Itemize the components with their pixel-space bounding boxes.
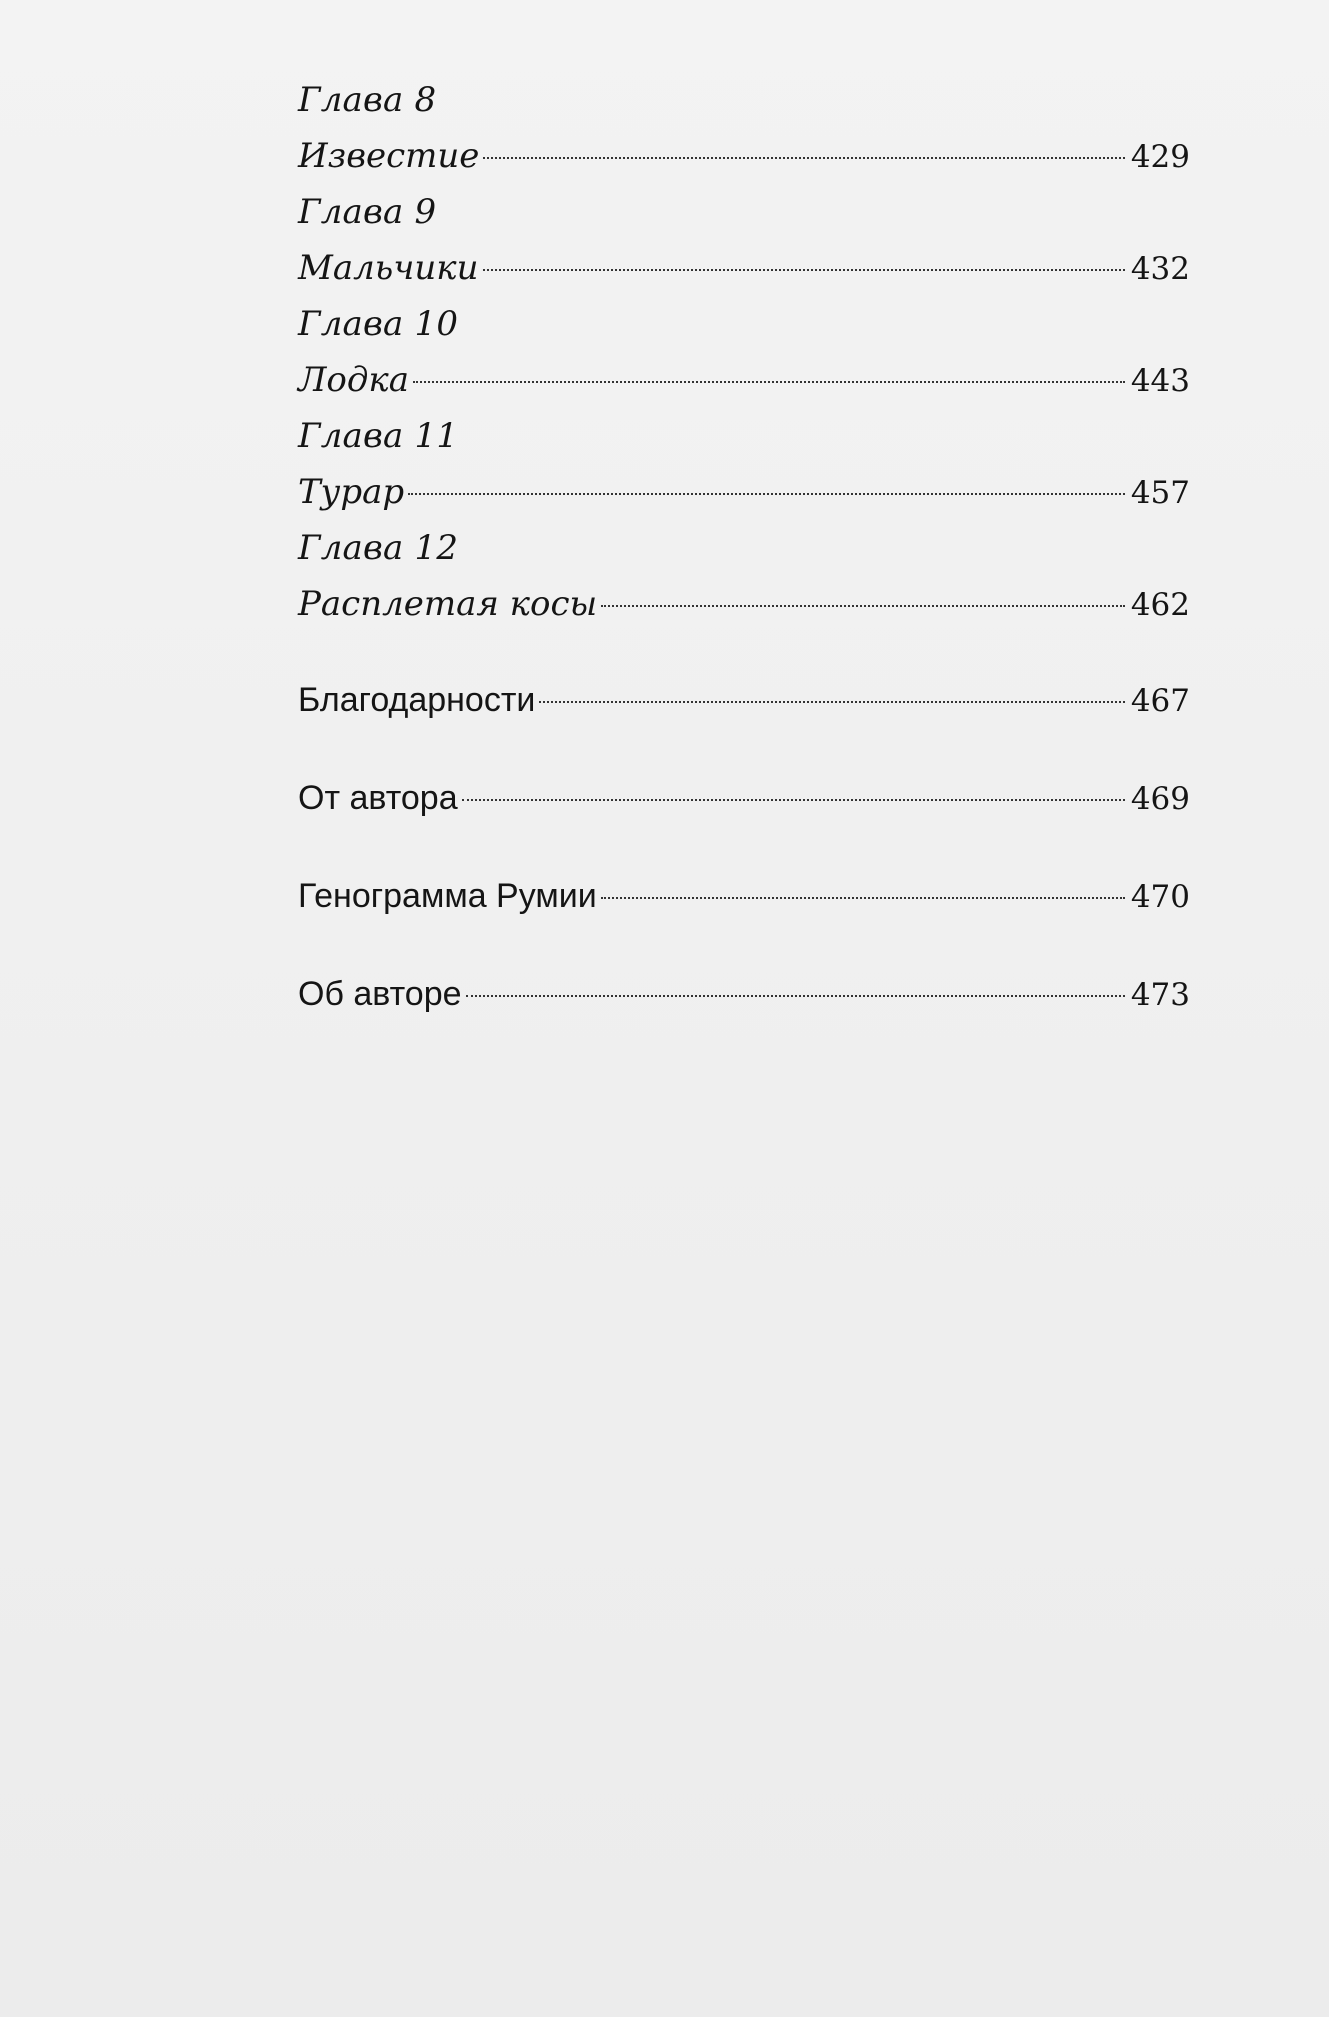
- chapter-title: Лодка: [298, 360, 409, 400]
- toc-section-entry: [298, 966, 1190, 1022]
- dot-leader: [601, 605, 1125, 607]
- dot-leader: [483, 157, 1124, 159]
- dot-leader: [601, 897, 1125, 899]
- page-number: 467: [1130, 683, 1190, 719]
- chapter-title: Известие: [298, 136, 480, 176]
- section-title: От автора: [298, 779, 458, 817]
- toc-row: [298, 352, 1190, 408]
- dot-leader: [483, 269, 1125, 271]
- page-number: 429: [1130, 139, 1190, 175]
- page-number: 462: [1130, 587, 1190, 623]
- toc-section-entry: [298, 770, 1190, 826]
- chapter-label: Глава 11: [298, 416, 459, 456]
- toc-row: [298, 464, 1190, 520]
- chapter-label: Глава 9: [298, 192, 437, 232]
- toc-row: [298, 240, 1190, 296]
- toc-chapter-entry: [298, 184, 1190, 296]
- toc-chapter-entry: [298, 408, 1190, 520]
- chapter-label: Глава 8: [298, 80, 437, 120]
- toc-section-entry: [298, 672, 1190, 728]
- page-number: 457: [1130, 475, 1190, 511]
- dot-leader: [539, 701, 1124, 703]
- toc-row: [298, 672, 1190, 728]
- section-title: Об авторе: [298, 975, 462, 1013]
- page-number: 432: [1130, 251, 1190, 287]
- page-number: 443: [1130, 363, 1190, 399]
- section-title: Благодарности: [298, 681, 536, 719]
- page-number: 470: [1130, 879, 1190, 915]
- toc-section-entry: [298, 868, 1190, 924]
- dot-leader: [466, 995, 1125, 997]
- toc-row: [298, 128, 1190, 184]
- chapter-label: Глава 10: [298, 304, 459, 344]
- toc-chapter-entry: [298, 296, 1190, 408]
- chapter-title: Турар: [298, 472, 405, 512]
- page-number: 469: [1130, 781, 1190, 817]
- toc-chapter-entry: [298, 520, 1190, 632]
- page-number: 473: [1130, 977, 1190, 1013]
- chapter-title: Расплетая косы: [298, 584, 598, 624]
- dot-leader: [413, 381, 1125, 383]
- chapter-title: Мальчики: [298, 248, 479, 288]
- toc-row: [298, 770, 1190, 826]
- chapter-label: Глава 12: [298, 528, 459, 568]
- toc-row: [298, 868, 1190, 924]
- dot-leader: [408, 493, 1125, 495]
- toc-row: [298, 576, 1190, 632]
- toc-chapter-entry: [298, 72, 1190, 184]
- dot-leader: [462, 799, 1125, 801]
- table-of-contents: [298, 72, 1190, 1022]
- toc-row: [298, 966, 1190, 1022]
- section-title: Генограмма Румии: [298, 877, 597, 915]
